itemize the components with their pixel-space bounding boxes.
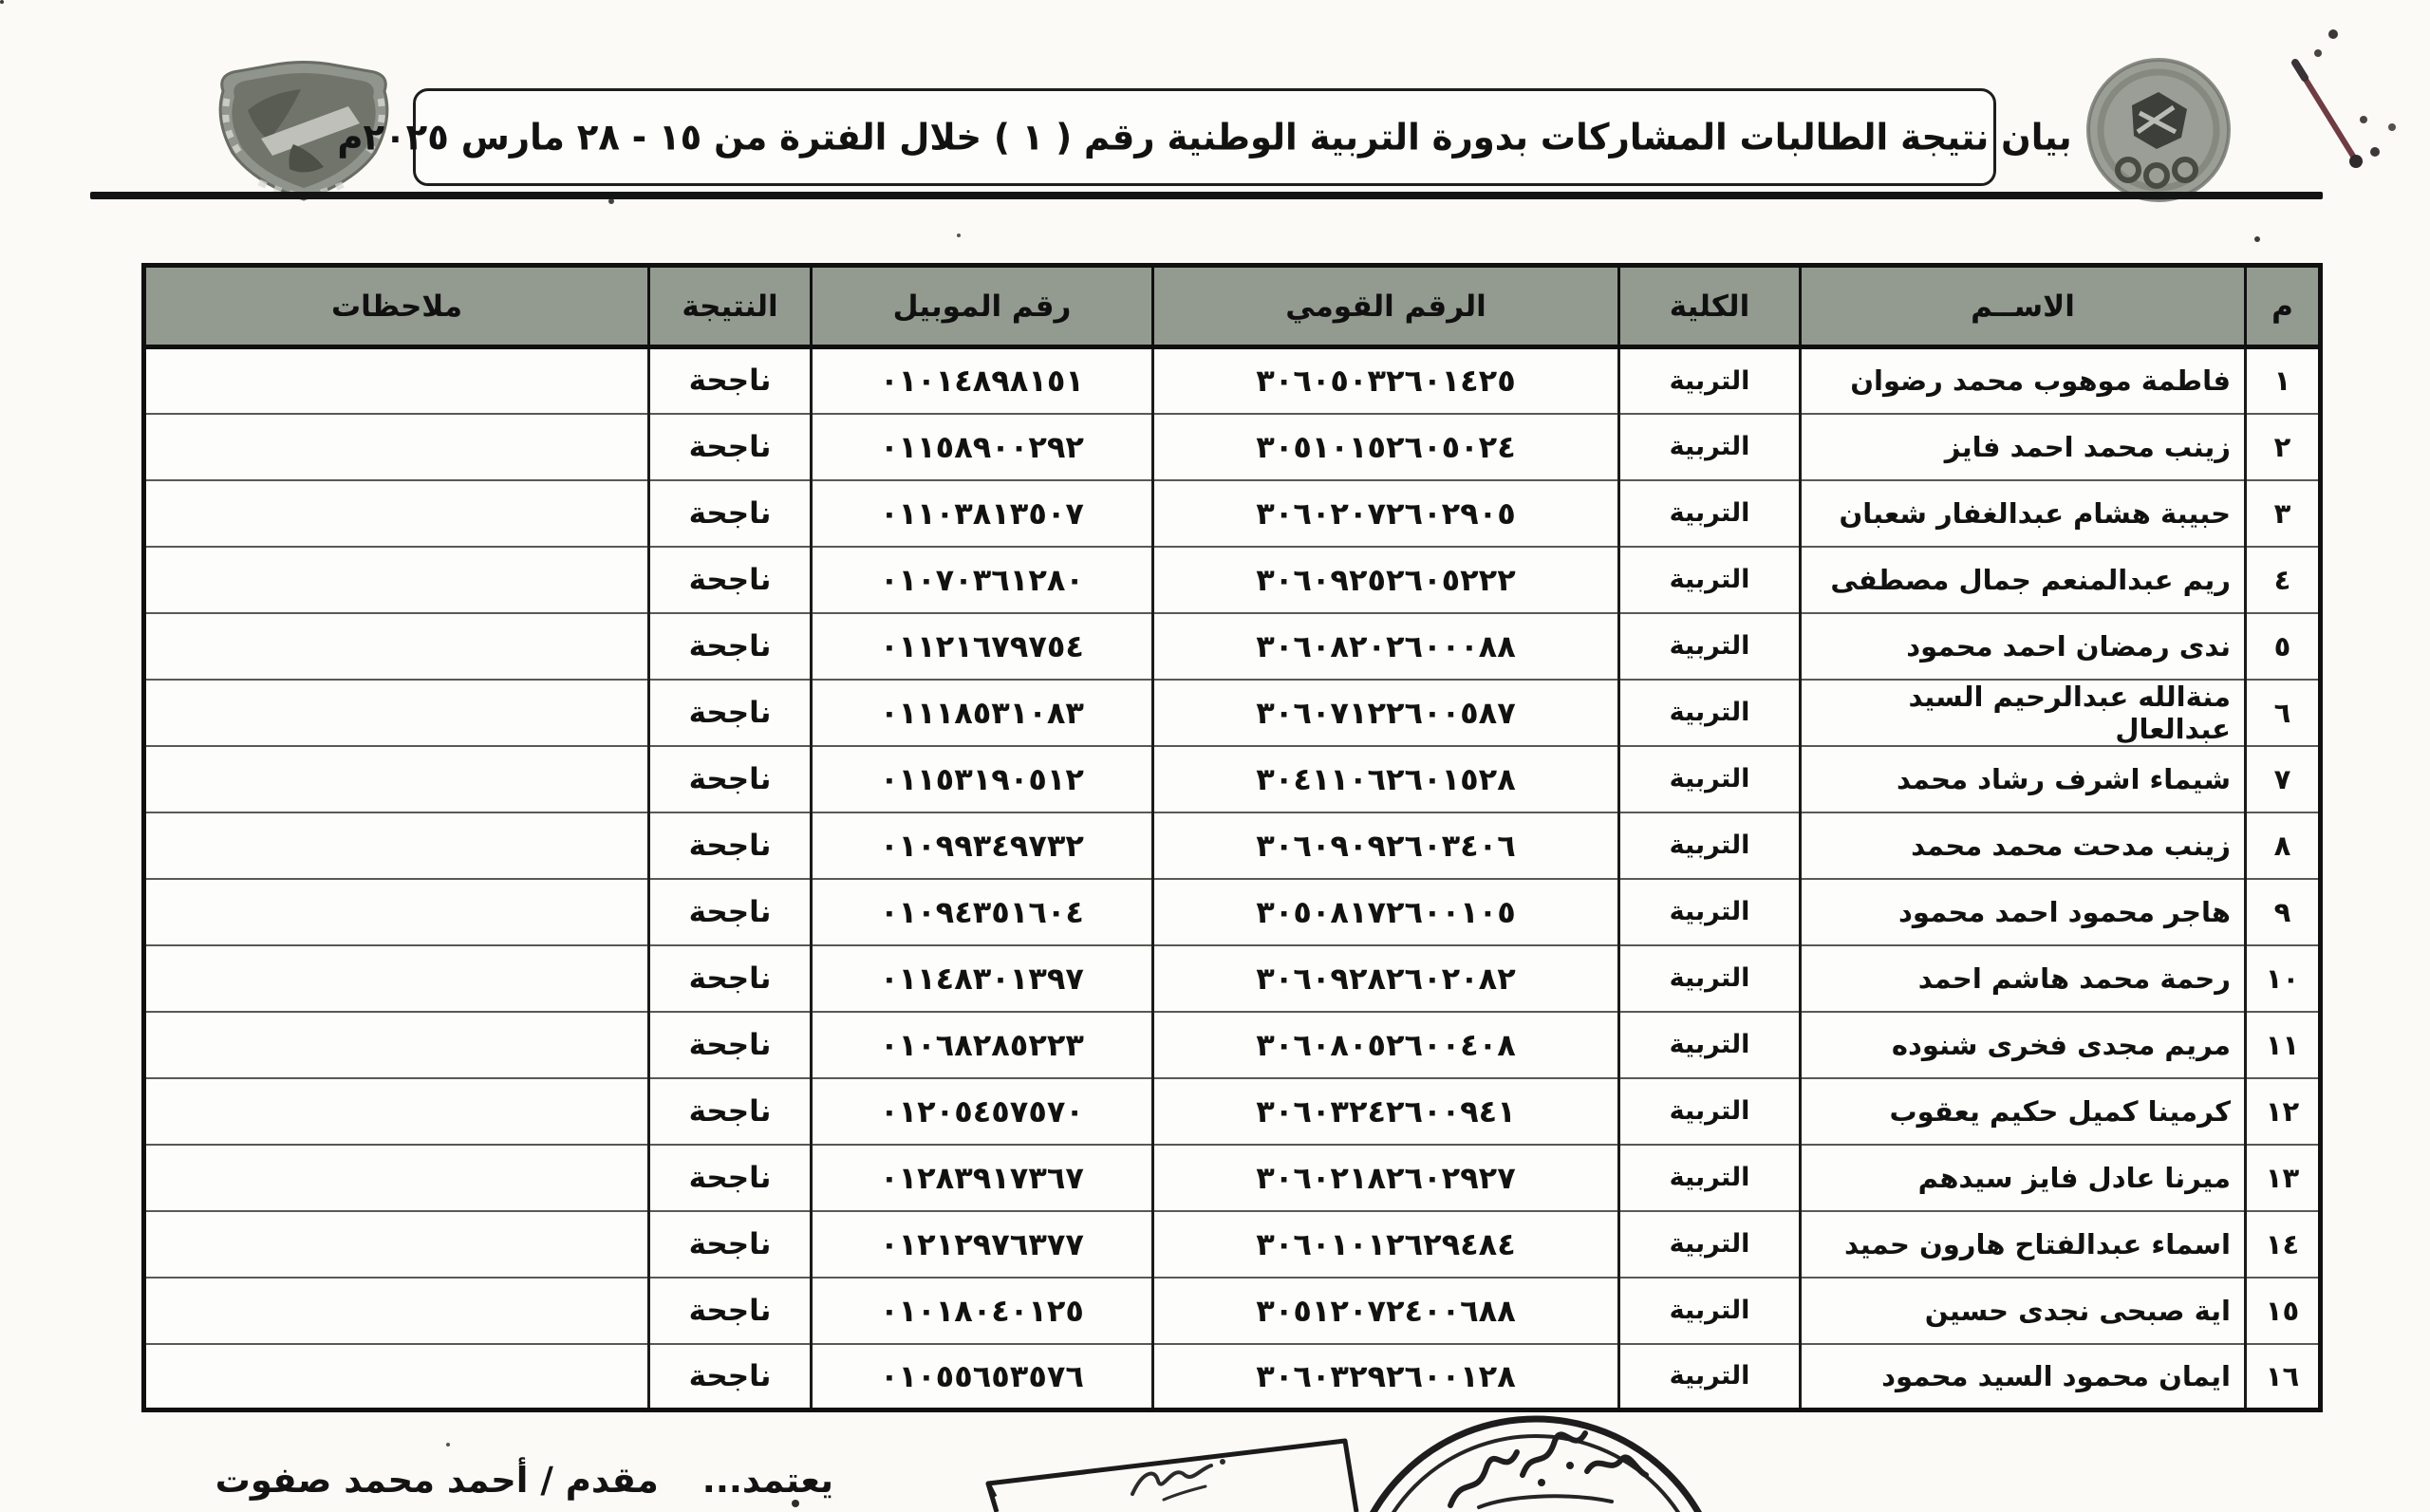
college-cell: التربية (1619, 414, 1801, 480)
mobile-cell: ٠١٢١٢٩٧٦٣٧٧ (812, 1211, 1153, 1278)
mobile-cell: ٠١٢٠٥٤٥٧٥٧٠ (812, 1078, 1153, 1145)
page-title: بيان نتيجة الطالبات المشاركات بدورة التربية الوطنية رقم ( ١ ) خلال الفترة من ١٥ - ٢٨ مارس ٢٠٢٥م (337, 116, 2072, 159)
result-cell: ناجحة (649, 680, 812, 746)
notes-cell (144, 347, 649, 414)
mobile-cell: ٠١١٠٣٨١٣٥٠٧ (812, 480, 1153, 547)
row-number: ٢ (2246, 414, 2321, 480)
student-name: زينب محمد احمد فايز (1801, 414, 2246, 480)
result-cell: ناجحة (649, 1211, 812, 1278)
col-header-name: الاســم (1801, 266, 2246, 347)
national-id-cell: ٣٠٥٠٨١٧٢٦٠٠١٠٥ (1153, 879, 1619, 945)
results-table (141, 263, 2323, 1412)
row-number: ٥ (2246, 613, 2321, 680)
scan-specks (0, 0, 4, 4)
college-cell: التربية (1619, 1278, 1801, 1344)
table-row (144, 1278, 2321, 1344)
notes-cell (144, 1078, 649, 1145)
table-row (144, 547, 2321, 613)
notes-cell (144, 414, 649, 480)
notes-cell (144, 1012, 649, 1078)
table-row (144, 1012, 2321, 1078)
results-table-wrap (140, 263, 2323, 1412)
header-divider-rule (90, 192, 2323, 199)
result-cell: ناجحة (649, 1344, 812, 1410)
college-cell: التربية (1619, 680, 1801, 746)
col-header-national-id: الرقم القومي (1153, 266, 1619, 347)
table-row (144, 879, 2321, 945)
result-cell: ناجحة (649, 1012, 812, 1078)
student-name: اية صبحى نجدى حسين (1801, 1278, 2246, 1344)
national-id-cell: ٣٠٦٠٨٠٥٢٦٠٠٤٠٨ (1153, 1012, 1619, 1078)
national-id-cell: ٣٠٦٠٩٠٩٢٦٠٣٤٠٦ (1153, 812, 1619, 879)
col-header-mobile: رقم الموبيل (812, 266, 1153, 347)
result-cell: ناجحة (649, 1145, 812, 1211)
college-cell: التربية (1619, 879, 1801, 945)
mobile-cell: ٠١٠٥٥٦٥٣٥٧٦ (812, 1344, 1153, 1410)
student-name: اسماء عبدالفتاح هارون حميد (1801, 1211, 2246, 1278)
col-header-notes: ملاحظات (144, 266, 649, 347)
row-number: ١٦ (2246, 1344, 2321, 1410)
college-cell: التربية (1619, 1012, 1801, 1078)
table-row (144, 680, 2321, 746)
student-name: حبيبة هشام عبدالغفار شعبان (1801, 480, 2246, 547)
mobile-cell: ٠١١٢١٦٧٩٧٥٤ (812, 613, 1153, 680)
col-header-college: الكلية (1619, 266, 1801, 347)
col-header-result: النتيجة (649, 266, 812, 347)
college-cell: التربية (1619, 1145, 1801, 1211)
row-number: ١٠ (2246, 945, 2321, 1012)
table-row (144, 746, 2321, 812)
table-row (144, 414, 2321, 480)
college-cell: التربية (1619, 547, 1801, 613)
student-name: كرمينا كميل حكيم يعقوب (1801, 1078, 2246, 1145)
notes-cell (144, 1278, 649, 1344)
student-name: مريم مجدى فخرى شنوده (1801, 1012, 2246, 1078)
row-number: ٧ (2246, 746, 2321, 812)
result-cell: ناجحة (649, 613, 812, 680)
row-number: ٣ (2246, 480, 2321, 547)
college-cell: التربية (1619, 812, 1801, 879)
student-name: زينب مدحت محمد محمد (1801, 812, 2246, 879)
mobile-cell: ٠١٠١٨٠٤٠١٢٥ (812, 1278, 1153, 1344)
national-id-cell: ٣٠٦٠٣٢٩٢٦٠٠١٢٨ (1153, 1344, 1619, 1410)
national-id-cell: ٣٠٥١٠١٥٢٦٠٥٠٢٤ (1153, 414, 1619, 480)
row-number: ٤ (2246, 547, 2321, 613)
notes-cell (144, 480, 649, 547)
mobile-cell: ٠١١٥٣١٩٠٥١٢ (812, 746, 1153, 812)
notes-cell (144, 812, 649, 879)
college-cell: التربية (1619, 347, 1801, 414)
national-id-cell: ٣٠٦٠٧١٢٢٦٠٠٥٨٧ (1153, 680, 1619, 746)
table-row (144, 613, 2321, 680)
mobile-cell: ٠١٠٧٠٣٦١٢٨٠ (812, 547, 1153, 613)
national-id-cell: ٣٠٦٠٢١٨٢٦٠٢٩٢٧ (1153, 1145, 1619, 1211)
mobile-cell: ٠١١١٨٥٣١٠٨٣ (812, 680, 1153, 746)
col-header-no: م (2246, 266, 2321, 347)
result-cell: ناجحة (649, 746, 812, 812)
college-cell: التربية (1619, 1078, 1801, 1145)
notes-cell (144, 879, 649, 945)
student-name: ايمان محمود السيد محمود (1801, 1344, 2246, 1410)
notes-cell (144, 613, 649, 680)
result-cell: ناجحة (649, 1078, 812, 1145)
student-name: فاطمة موهوب محمد رضوان (1801, 347, 2246, 414)
notes-cell (144, 680, 649, 746)
result-cell: ناجحة (649, 812, 812, 879)
result-cell: ناجحة (649, 414, 812, 480)
table-row (144, 1145, 2321, 1211)
notes-cell (144, 547, 649, 613)
result-cell: ناجحة (649, 347, 812, 414)
notes-cell (144, 1211, 649, 1278)
result-cell: ناجحة (649, 547, 812, 613)
college-cell: التربية (1619, 945, 1801, 1012)
college-cell: التربية (1619, 1211, 1801, 1278)
notes-cell (144, 945, 649, 1012)
document-title-box (337, 88, 2072, 186)
round-ink-stamp-icon (1336, 1384, 1745, 1512)
national-id-cell: ٣٠٦٠٢٠٧٢٦٠٢٩٠٥ (1153, 480, 1619, 547)
table-row (144, 1344, 2321, 1410)
national-id-cell: ٣٠٦٠٩٢٥٢٦٠٥٢٢٢ (1153, 547, 1619, 613)
approval-line (188, 1460, 833, 1501)
table-row (144, 945, 2321, 1012)
table-header-row (144, 266, 2321, 347)
table-row (144, 1078, 2321, 1145)
student-name: شيماء اشرف رشاد محمد (1801, 746, 2246, 812)
student-name: ريم عبدالمنعم جمال مصطفى (1801, 547, 2246, 613)
approve-label: يعتمد... (701, 1460, 833, 1501)
national-id-cell: ٣٠٦٠٩٢٨٢٦٠٢٠٨٢ (1153, 945, 1619, 1012)
student-name: منةالله عبدالرحيم السيد عبدالعال (1801, 680, 2246, 746)
student-name: رحمة محمد هاشم احمد (1801, 945, 2246, 1012)
row-number: ١٢ (2246, 1078, 2321, 1145)
college-cell: التربية (1619, 480, 1801, 547)
college-cell: التربية (1619, 746, 1801, 812)
mobile-cell: ٠١١٥٨٩٠٠٢٩٢ (812, 414, 1153, 480)
tilted-stamp-box-icon (938, 1407, 1384, 1512)
national-id-cell: ٣٠٦٠١٠١٢٦٢٩٤٨٤ (1153, 1211, 1619, 1278)
row-number: ١٥ (2246, 1278, 2321, 1344)
table-row (144, 347, 2321, 414)
diagonal-pen-stroke-icon (2276, 8, 2423, 183)
college-cell: التربية (1619, 613, 1801, 680)
national-id-cell: ٣٠٥١٢٠٧٢٤٠٠٦٨٨ (1153, 1278, 1619, 1344)
national-id-cell: ٣٠٦٠٨٢٠٢٦٠٠٠٨٨ (1153, 613, 1619, 680)
result-cell: ناجحة (649, 1278, 812, 1344)
row-number: ٩ (2246, 879, 2321, 945)
row-number: ١٣ (2246, 1145, 2321, 1211)
mobile-cell: ٠١٠٩٤٣٥١٦٠٤ (812, 879, 1153, 945)
table-row (144, 1211, 2321, 1278)
row-number: ١ (2246, 347, 2321, 414)
approver-name: مقدم / أحمد محمد صفوت (215, 1460, 659, 1501)
row-number: ١١ (2246, 1012, 2321, 1078)
student-name: هاجر محمود احمد محمود (1801, 879, 2246, 945)
row-number: ٦ (2246, 680, 2321, 746)
table-row (144, 480, 2321, 547)
mobile-cell: ٠١٠٦٨٢٨٥٢٢٣ (812, 1012, 1153, 1078)
result-cell: ناجحة (649, 480, 812, 547)
notes-cell (144, 1145, 649, 1211)
national-id-cell: ٣٠٦٠٥٠٣٢٦٠١٤٢٥ (1153, 347, 1619, 414)
student-name: ميرنا عادل فايز سيدهم (1801, 1145, 2246, 1211)
mobile-cell: ٠١١٤٨٣٠١٣٩٧ (812, 945, 1153, 1012)
result-cell: ناجحة (649, 945, 812, 1012)
college-cell: التربية (1619, 1344, 1801, 1410)
result-cell: ناجحة (649, 879, 812, 945)
mobile-cell: ٠١٢٨٣٩١٧٣٦٧ (812, 1145, 1153, 1211)
row-number: ٨ (2246, 812, 2321, 879)
table-row (144, 812, 2321, 879)
student-name: ندى رمضان احمد محمود (1801, 613, 2246, 680)
mobile-cell: ٠١٠٩٩٣٤٩٧٣٢ (812, 812, 1153, 879)
notes-cell (144, 746, 649, 812)
notes-cell (144, 1344, 649, 1410)
mobile-cell: ٠١٠١٤٨٩٨١٥١ (812, 347, 1153, 414)
national-id-cell: ٣٠٦٠٣٢٤٢٦٠٠٩٤١ (1153, 1078, 1619, 1145)
national-id-cell: ٣٠٤١١٠٦٢٦٠١٥٢٨ (1153, 746, 1619, 812)
row-number: ١٤ (2246, 1211, 2321, 1278)
